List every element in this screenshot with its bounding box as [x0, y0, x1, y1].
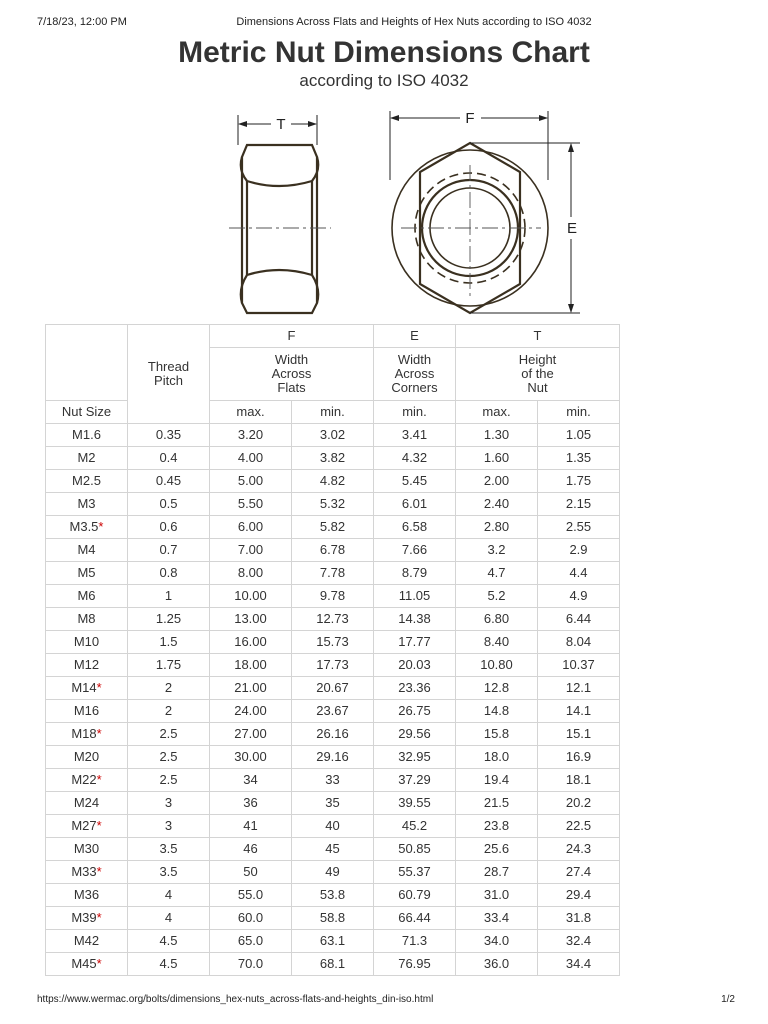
nut-size-label: M45	[71, 956, 97, 971]
cell-t-max: 3.2	[456, 539, 538, 562]
cell-t-max: 18.0	[456, 746, 538, 769]
nut-size-label: M12	[73, 657, 100, 672]
table-row	[46, 424, 620, 447]
cell-f-min: 6.78	[292, 539, 374, 562]
dim-label-e: E	[566, 220, 578, 237]
cell-nut-size	[46, 884, 128, 907]
cell-t-min: 6.44	[538, 608, 620, 631]
cell-t-min: 2.15	[538, 493, 620, 516]
nut-size-label: M39	[71, 910, 97, 925]
nut-size-label: M8	[77, 611, 96, 626]
non-preferred-size-marker: *	[96, 864, 102, 879]
table-row	[46, 907, 620, 930]
header-f-max: max.	[210, 401, 292, 424]
cell-f-min: 17.73	[292, 654, 374, 677]
cell-t-min: 16.9	[538, 746, 620, 769]
nut-size-label: M14	[71, 680, 97, 695]
table-row	[46, 792, 620, 815]
cell-f-min: 45	[292, 838, 374, 861]
cell-t-min: 12.1	[538, 677, 620, 700]
cell-f-max: 60.0	[210, 907, 292, 930]
cell-f-min: 35	[292, 792, 374, 815]
cell-f-max: 24.00	[210, 700, 292, 723]
table-row	[46, 447, 620, 470]
cell-t-min: 34.4	[538, 953, 620, 976]
header-t-min: min.	[538, 401, 620, 424]
cell-nut-size	[46, 723, 128, 746]
cell-nut-size	[46, 930, 128, 953]
cell-e-min: 4.32	[374, 447, 456, 470]
cell-f-min: 15.73	[292, 631, 374, 654]
cell-e-min: 71.3	[374, 930, 456, 953]
cell-t-max: 12.8	[456, 677, 538, 700]
cell-f-max: 70.0	[210, 953, 292, 976]
cell-pitch: 2	[128, 677, 210, 700]
nut-size-label: M20	[73, 749, 100, 764]
nut-size-label: M5	[77, 565, 96, 580]
cell-pitch: 4.5	[128, 953, 210, 976]
nut-size-label: M3.5	[69, 519, 99, 534]
nut-dimensions-table	[45, 324, 620, 976]
cell-t-min: 14.1	[538, 700, 620, 723]
table-row	[46, 930, 620, 953]
cell-e-min: 11.05	[374, 585, 456, 608]
cell-f-max: 8.00	[210, 562, 292, 585]
print-datetime: 7/18/23, 12:00 PM	[37, 16, 127, 28]
cell-f-min: 33	[292, 769, 374, 792]
cell-t-min: 1.05	[538, 424, 620, 447]
nut-size-label: M30	[73, 841, 100, 856]
header-width-across-flats: Width Across Flats	[210, 348, 374, 401]
cell-e-min: 66.44	[374, 907, 456, 930]
cell-e-min: 32.95	[374, 746, 456, 769]
cell-f-min: 5.32	[292, 493, 374, 516]
cell-t-min: 10.37	[538, 654, 620, 677]
header-group-e: E	[374, 325, 456, 348]
page-title: Metric Nut Dimensions Chart	[178, 36, 590, 69]
cell-t-max: 21.5	[456, 792, 538, 815]
cell-f-min: 53.8	[292, 884, 374, 907]
cell-f-min: 40	[292, 815, 374, 838]
cell-nut-size	[46, 815, 128, 838]
cell-f-max: 16.00	[210, 631, 292, 654]
cell-nut-size	[46, 493, 128, 516]
cell-e-min: 60.79	[374, 884, 456, 907]
cell-f-min: 49	[292, 861, 374, 884]
table-row	[46, 631, 620, 654]
table-row	[46, 769, 620, 792]
cell-t-min: 15.1	[538, 723, 620, 746]
cell-e-min: 20.03	[374, 654, 456, 677]
dim-label-t: T	[276, 116, 286, 133]
cell-pitch: 4	[128, 907, 210, 930]
cell-pitch: 2.5	[128, 723, 210, 746]
cell-pitch: 0.8	[128, 562, 210, 585]
non-preferred-size-marker: *	[96, 910, 102, 925]
non-preferred-size-marker: *	[96, 818, 102, 833]
cell-nut-size	[46, 907, 128, 930]
cell-t-min: 32.4	[538, 930, 620, 953]
hex-nut-diagram	[225, 105, 595, 320]
cell-f-min: 63.1	[292, 930, 374, 953]
cell-f-min: 29.16	[292, 746, 374, 769]
cell-t-max: 36.0	[456, 953, 538, 976]
table-row	[46, 723, 620, 746]
cell-e-min: 14.38	[374, 608, 456, 631]
table-row	[46, 654, 620, 677]
cell-pitch: 2	[128, 700, 210, 723]
non-preferred-size-marker: *	[96, 680, 102, 695]
nut-size-label: M33	[71, 864, 97, 879]
cell-t-min: 18.1	[538, 769, 620, 792]
cell-t-max: 14.8	[456, 700, 538, 723]
cell-e-min: 23.36	[374, 677, 456, 700]
cell-f-min: 12.73	[292, 608, 374, 631]
cell-f-max: 36	[210, 792, 292, 815]
cell-nut-size	[46, 654, 128, 677]
cell-f-max: 34	[210, 769, 292, 792]
header-e-min: min.	[374, 401, 456, 424]
cell-t-min: 4.9	[538, 585, 620, 608]
header-t-max: max.	[456, 401, 538, 424]
cell-f-max: 41	[210, 815, 292, 838]
cell-t-min: 2.55	[538, 516, 620, 539]
cell-f-min: 23.67	[292, 700, 374, 723]
cell-nut-size	[46, 746, 128, 769]
cell-e-min: 76.95	[374, 953, 456, 976]
cell-f-min: 7.78	[292, 562, 374, 585]
cell-f-min: 26.16	[292, 723, 374, 746]
table-body	[46, 424, 620, 976]
cell-t-max: 19.4	[456, 769, 538, 792]
cell-f-min: 5.82	[292, 516, 374, 539]
cell-f-min: 3.82	[292, 447, 374, 470]
cell-t-max: 23.8	[456, 815, 538, 838]
table-row	[46, 838, 620, 861]
table-row	[46, 953, 620, 976]
cell-t-min: 31.8	[538, 907, 620, 930]
cell-t-max: 1.60	[456, 447, 538, 470]
cell-e-min: 17.77	[374, 631, 456, 654]
nut-size-label: M27	[71, 818, 97, 833]
cell-f-max: 65.0	[210, 930, 292, 953]
cell-pitch: 3.5	[128, 838, 210, 861]
cell-t-max: 31.0	[456, 884, 538, 907]
cell-f-max: 21.00	[210, 677, 292, 700]
header-empty	[46, 325, 128, 401]
cell-nut-size	[46, 470, 128, 493]
header-group-t: T	[456, 325, 620, 348]
cell-pitch: 3.5	[128, 861, 210, 884]
nut-size-label: M2	[77, 450, 96, 465]
non-preferred-size-marker: *	[96, 956, 102, 971]
cell-f-min: 3.02	[292, 424, 374, 447]
cell-pitch: 1.75	[128, 654, 210, 677]
nut-size-label: M18	[71, 726, 97, 741]
cell-t-max: 4.7	[456, 562, 538, 585]
cell-e-min: 7.66	[374, 539, 456, 562]
table-row	[46, 585, 620, 608]
non-preferred-size-marker: *	[96, 726, 102, 741]
cell-t-min: 4.4	[538, 562, 620, 585]
cell-nut-size	[46, 562, 128, 585]
cell-pitch: 2.5	[128, 769, 210, 792]
cell-f-max: 27.00	[210, 723, 292, 746]
table-row	[46, 677, 620, 700]
cell-f-max: 18.00	[210, 654, 292, 677]
header-width-across-corners: Width Across Corners	[374, 348, 456, 401]
table-row	[46, 562, 620, 585]
cell-t-min: 27.4	[538, 861, 620, 884]
nut-size-label: M3	[77, 496, 96, 511]
nut-size-label: M6	[77, 588, 96, 603]
cell-nut-size	[46, 631, 128, 654]
cell-nut-size	[46, 861, 128, 884]
cell-t-max: 5.2	[456, 585, 538, 608]
cell-t-max: 2.80	[456, 516, 538, 539]
cell-t-min: 29.4	[538, 884, 620, 907]
cell-nut-size	[46, 677, 128, 700]
nut-size-label: M24	[73, 795, 100, 810]
table-row	[46, 539, 620, 562]
cell-t-min: 20.2	[538, 792, 620, 815]
cell-e-min: 3.41	[374, 424, 456, 447]
table-row	[46, 516, 620, 539]
cell-t-max: 2.00	[456, 470, 538, 493]
cell-f-max: 30.00	[210, 746, 292, 769]
cell-f-min: 9.78	[292, 585, 374, 608]
print-page-number: 1/2	[721, 994, 735, 1005]
cell-pitch: 0.45	[128, 470, 210, 493]
cell-nut-size	[46, 424, 128, 447]
cell-t-min: 24.3	[538, 838, 620, 861]
cell-f-max: 13.00	[210, 608, 292, 631]
cell-pitch: 0.6	[128, 516, 210, 539]
nut-size-label: M36	[73, 887, 100, 902]
cell-pitch: 1	[128, 585, 210, 608]
cell-nut-size	[46, 539, 128, 562]
cell-e-min: 6.58	[374, 516, 456, 539]
cell-nut-size	[46, 792, 128, 815]
cell-f-max: 50	[210, 861, 292, 884]
table-row	[46, 470, 620, 493]
cell-t-max: 2.40	[456, 493, 538, 516]
cell-f-max: 5.00	[210, 470, 292, 493]
cell-t-max: 15.8	[456, 723, 538, 746]
cell-t-max: 1.30	[456, 424, 538, 447]
cell-nut-size	[46, 585, 128, 608]
nut-size-label: M22	[71, 772, 97, 787]
cell-f-max: 46	[210, 838, 292, 861]
nut-side-view	[241, 145, 318, 313]
cell-nut-size	[46, 447, 128, 470]
cell-pitch: 0.5	[128, 493, 210, 516]
table-row	[46, 493, 620, 516]
cell-pitch: 1.25	[128, 608, 210, 631]
table-row	[46, 815, 620, 838]
nut-size-label: M1.6	[72, 427, 101, 442]
dim-label-f: F	[465, 110, 475, 127]
cell-f-max: 5.50	[210, 493, 292, 516]
table-row	[46, 861, 620, 884]
cell-e-min: 39.55	[374, 792, 456, 815]
cell-t-min: 1.75	[538, 470, 620, 493]
cell-nut-size	[46, 700, 128, 723]
cell-t-max: 33.4	[456, 907, 538, 930]
cell-f-max: 6.00	[210, 516, 292, 539]
header-group-f: F	[210, 325, 374, 348]
cell-pitch: 0.4	[128, 447, 210, 470]
cell-t-max: 6.80	[456, 608, 538, 631]
cell-nut-size	[46, 838, 128, 861]
cell-f-min: 58.8	[292, 907, 374, 930]
cell-pitch: 2.5	[128, 746, 210, 769]
nut-size-label: M2.5	[72, 473, 101, 488]
print-page-title: Dimensions Across Flats and Heights of Hex Nuts according to ISO 4032	[236, 16, 592, 28]
table-row	[46, 608, 620, 631]
cell-f-max: 10.00	[210, 585, 292, 608]
cell-t-max: 28.7	[456, 861, 538, 884]
cell-t-min: 22.5	[538, 815, 620, 838]
cell-e-min: 37.29	[374, 769, 456, 792]
header-thread-pitch: Thread Pitch	[128, 325, 210, 424]
cell-pitch: 0.35	[128, 424, 210, 447]
cell-pitch: 4.5	[128, 930, 210, 953]
non-preferred-size-marker: *	[98, 519, 104, 534]
nut-size-label: M42	[73, 933, 100, 948]
cell-t-max: 10.80	[456, 654, 538, 677]
cell-t-max: 25.6	[456, 838, 538, 861]
cell-f-max: 3.20	[210, 424, 292, 447]
cell-e-min: 26.75	[374, 700, 456, 723]
nut-size-label: M16	[73, 703, 100, 718]
header-f-min: min.	[292, 401, 374, 424]
table-row	[46, 884, 620, 907]
cell-f-max: 4.00	[210, 447, 292, 470]
cell-e-min: 55.37	[374, 861, 456, 884]
cell-pitch: 3	[128, 792, 210, 815]
cell-t-min: 8.04	[538, 631, 620, 654]
header-height-of-nut: Height of the Nut	[456, 348, 620, 401]
cell-pitch: 0.7	[128, 539, 210, 562]
cell-f-max: 55.0	[210, 884, 292, 907]
cell-f-min: 4.82	[292, 470, 374, 493]
cell-t-min: 1.35	[538, 447, 620, 470]
cell-e-min: 29.56	[374, 723, 456, 746]
page-subtitle: according to ISO 4032	[299, 71, 469, 90]
table-row	[46, 746, 620, 769]
cell-e-min: 45.2	[374, 815, 456, 838]
cell-pitch: 4	[128, 884, 210, 907]
cell-e-min: 8.79	[374, 562, 456, 585]
print-url: https://www.wermac.org/bolts/dimensions_hex-nuts_across-flats-and-heights_din-iso.html	[37, 994, 434, 1005]
table-row	[46, 700, 620, 723]
cell-e-min: 50.85	[374, 838, 456, 861]
table-header-row-groups	[46, 325, 620, 348]
nut-size-label: M10	[73, 634, 100, 649]
cell-f-min: 20.67	[292, 677, 374, 700]
cell-e-min: 6.01	[374, 493, 456, 516]
cell-pitch: 1.5	[128, 631, 210, 654]
cell-nut-size	[46, 769, 128, 792]
cell-t-min: 2.9	[538, 539, 620, 562]
cell-nut-size	[46, 953, 128, 976]
cell-t-max: 8.40	[456, 631, 538, 654]
header-nut-size: Nut Size	[46, 401, 128, 424]
cell-t-max: 34.0	[456, 930, 538, 953]
cell-pitch: 3	[128, 815, 210, 838]
cell-nut-size	[46, 516, 128, 539]
cell-f-min: 68.1	[292, 953, 374, 976]
non-preferred-size-marker: *	[96, 772, 102, 787]
nut-size-label: M4	[77, 542, 96, 557]
cell-nut-size	[46, 608, 128, 631]
cell-e-min: 5.45	[374, 470, 456, 493]
cell-f-max: 7.00	[210, 539, 292, 562]
